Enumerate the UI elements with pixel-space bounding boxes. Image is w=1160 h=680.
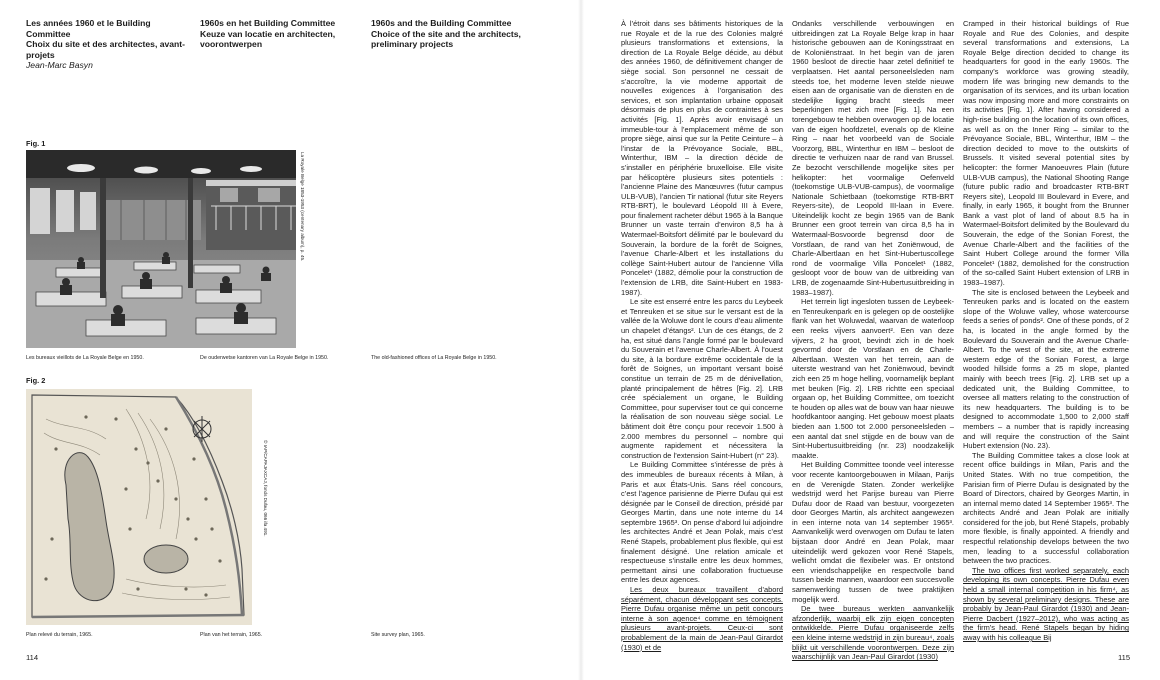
fig2-label: Fig. 2 — [26, 376, 46, 385]
header-fr-author: Jean-Marc Basyn — [26, 60, 93, 70]
page-gutter — [578, 0, 584, 680]
header-en-title: 1960s and the Building Committee — [371, 18, 512, 28]
fig1-caption-en: The old-fashioned offices of La Royale Belge in 1950. — [371, 355, 497, 361]
paragraph-en-3: The Building Committee takes a close look at recent office buildings in Milan, Paris and the United States. With no true competition, the Parisian firm of Pierre Dufau is designated by the Board of Directors, chaired by Georges Martin, in an internal memo dated 14 September 1965³. The architects André and Jean Polak are initially considered for the job, but René Stapels, probably more flexible, is finally appointed. A friendly and respectful relationship develops between the two men, leading to a successful collaboration between the two practices. — [963, 450, 1129, 566]
header-fr — [26, 18, 186, 71]
fig2-caption-en: Site survey plan, 1965. — [371, 632, 425, 638]
fig2-caption-fr: Plan relevé du terrain, 1965. — [26, 632, 93, 638]
paragraph-fr-4: Les deux bureaux travaillent d’abord séparément, chacun développant ses concepts. Pierre Dufau organise même un petit concours interne à son agence⁴ comme en témoignent plusieurs avant-projets. Ceux-ci sont probablement de la main de Jean-Paul Girardot (1930) et de — [621, 585, 783, 652]
header-fr-subtitle: Choix du site et des architectes, avant-projets — [26, 39, 186, 60]
paragraph-en-4: The two offices first worked separately, each developing its own concepts. Pierre Dufau even held a small internal competition in his firm⁴, as shown by several preliminary designs. These are probably by Jean-Paul Girardot (1930) and Jean-Pierre Dacbert (1927–2012), who was acting as the firm’s head. René Stapels began by hiding away with his colleague Bij — [963, 565, 1129, 642]
fig1-caption-nl: De ouderwetse kantoren van La Royale Belge in 1950. — [200, 355, 329, 361]
text-column-en — [963, 19, 1129, 645]
header-nl-subtitle: Keuze van locatie en architecten, voorontwerpen — [200, 28, 336, 49]
paragraph-en-1: Cramped in their historical buildings of Rue Royale and Rue des Colonies, and despite several transformations and extensions, La Royale Belge direction decided to change its headquarters for good in the early 1960s. The company’s workforce was growing steadily, modern life was bringing new demands to the organisation of its services, and its urban location was now imposing more and more constraints on its activities [Fig. 1]. After having considered a high-rise building on the location of its own offices, as well as on the Inner Ring – similar to the Prévoyance Sociale, BBL, Winterthur, IBM – the direction decided to move to the outskirts of Brussels. It visited several potential sites by helicopter: the former Manoeuvres Plain (future ULB-VUB campus), the National Shooting Range (future public radio and broadcaster RTB-BRT Reyers site), Leopold III Boulevard in Evere, and finally, in early 1965, it bought from the Brunner Bank a vast plot of land of about 8.5 ha in Watermael-Boitsfort delimited by the Boulevard du Souverain, the edge of the Sonian Forest, the Avenue Charle-Albert and the facilities of the Saint Hubert College around the former Villa Poncelet¹ (1882, demolished for the construction of the so-called Saint Hubert extension of LRB in 1983–1987). — [963, 19, 1129, 288]
fig2-caption-nl: Plan van het terrain, 1965. — [200, 632, 263, 638]
header-nl — [200, 18, 350, 50]
header-nl-title: 1960s en het Building Committee — [200, 18, 336, 28]
paragraph-nl-3: Het Building Committee toonde veel interesse voor recente kantoorgebouwen in Milaan, Parijs en de Verenigde Staten. Zonder werkelijke wedstrijd werd het Parijse bureau van Pierre Dufau door de Raad van bestuur, voorgezeten door Georges Martin, als architect aangewezen in een interne nota van 14 september 1965³. Aanvankelijk werd overwogen om Dufau te laten bijstaan door André en Jean Polak, maar uiteindelijk werd gekozen voor René Stapels, wellicht omdat die flexibeler was. Er ontstond een vriendschappelijke en respectvolle band tussen beide mannen, waardoor een succesvolle samenwerking tussen de twee praktijken mogelijk werd. — [792, 460, 954, 604]
header-en — [371, 18, 521, 50]
paragraph-en-2: The site is enclosed between the Leybeek and Tenreuken parks and is located on the eastern slope of the Woluwe valley, whose watercourse feeds a series of ponds². One of these ponds, of 2 ha, is located in the angle formed by the Boulevard du Souverain and the Avenue Charle-Albert. To the west of the site, at the extreme western edge of the Sonian Forest, a large wooded hillside forms a 25 m slope, planted mainly with beech trees [Fig. 2]. LRB set up a dedicated unit, the Building Committee, to oversee all matters relating to the construction of its new headquarters. The building is to be designed to accommodate 1,500 to 2,000 staff members – a number that is rapidly increasing and will require the construction of the Saint Hubert extension (No. 23). — [963, 287, 1129, 451]
page-number-left: 114 — [26, 653, 39, 662]
header-en-subtitle: Choice of the site and the architects, preliminary projects — [371, 28, 521, 49]
fig1-office-photo — [26, 150, 296, 348]
paragraph-fr-1: À l’étroit dans ses bâtiments historiques de la rue Royale et de la rue des Colonies malgré plusieurs transformations et extensions, la direction de La Royale Belge décide, au début des années 1960, de définitivement changer de siège social. Son personnel ne cessait de s’accroître, la vie moderne apportait de nouvelles exigences à l’organisation des services, et son implantation urbaine opposait désormais de plus en plus de contraintes à ses activités [Fig. 1]. Après avoir envisagé un immeuble-tour à l’emplacement même de son propre siège, ainsi que sur la Petite Ceinture – à l’instar de la Prévoyance Sociale, BBL, Winterthur, IBM – la direction décide de s’installer en périphérie bruxelloise. Elle visite par hélicoptère plusieurs sites potentiels : l’ancienne Plaine des Manœuvres (futur campus ULB-VUB), l’ancien Tir national (futur site Reyers RTB-BRT), le boulevard Léopold III à Evere, pour finalement racheter début 1965 à la Banque Brunner un vaste terrain d’environ 8,5 ha à Watermael-Boitsfort délimité par le boulevard du Souverain, la bordure de la forêt de Soignes, l’avenue Charle-Albert et les installations du collège Saint-Hubert autour de l’ancienne Villa Poncelet¹ (1882, démolie pour la construction de l’extension de LRB, dite Saint-Hubert en 1983-1987). — [621, 19, 783, 297]
paragraph-fr-3: Le Building Committee s’intéresse de près à des immeubles de bureaux récents à Milan, à Paris et aux États-Unis. Sans réel concours, c’est l’agence parisienne de Pierre Dufau qui est désignée par le Conseil de direction, présidé par Georges Martin, dans une note interne du 14 septembre 1965³. On pense d’abord lui adjoindre les architectes André et Jean Polak, mais c’est René Stapels, probablement plus flexible, qui est finalement désigné. Une relation amicale et respectueuse s’installe entre les deux hommes, permettant ainsi une collaboration fructueuse entre les deux agences. — [621, 460, 783, 585]
fig2-site-plan — [26, 389, 252, 625]
paragraph-fr-2: Le site est enserré entre les parcs du Leybeek et Tenreuken et se situe sur le versant est de la vallée de la Woluwe dont le cours d’eau alimente un chapelet d’étangs². L’un de ces étangs, de 2 ha, est situé dans l’angle formé par le boulevard du Souverain et l’avenue Charle-Albert. À l’ouest du site, à la bordure extrême occidentale de la forêt de Soignes, un important versant boisé constitue un terrain de 25 m de dénivellation, planté principalement de hêtres [Fig. 2]. LRB crée spécialement un organe, le Building Committee, pour superviser tout ce qui concerne la réalisation de son nouveau siège social. Le bâtiment doit être conçu pour recevoir 1.500 à 2.000 membres du personnel – nombre qui augmente rapidement et nécessitera la construction de l’extension Saint-Hubert (n° 23). — [621, 297, 783, 460]
header-fr-title: Les années 1960 et le Building Committee — [26, 18, 151, 39]
paragraph-nl-4: De twee bureaus werkten aanvankelijk afzonderlijk, waarbij elk zijn eigen concepten ontwikkelde. Pierre Dufau organiseerde zelfs een kleine interne wedstrijd in zijn bureau⁴, zoals blijkt uit verschillende voorontwerpen. Deze zijn waarschijnlijk van Jean-Paul Girardot (1930) — [792, 604, 954, 662]
office-photo-drawing — [26, 150, 296, 348]
fig1-credit: La Royale Belge 1853-1953 (centenary album), p. 45. — [300, 152, 305, 262]
site-plan-drawing — [26, 389, 252, 625]
fig2-credit: © IAP/CAPAJAXCAJ, fonds Dufau, 066 ifa 491. — [263, 440, 268, 537]
fig1-caption-fr: Les bureaux vieillots de La Royale Belge en 1950. — [26, 355, 144, 361]
fig1-label: Fig. 1 — [26, 139, 46, 148]
paragraph-nl-2: Het terrein ligt ingesloten tussen de Leybeek- en Tenreukenpark en is gelegen op de oostelijke flank van het Woluwedal, waarvan de waterloop een reeks vijvers aanvoert². Een van deze vijvers, 2 ha groot, bevindt zich in de hoek gevormd door de Vorstlaan en de Charle-Albertlaan. Westen van het terrein, aan de uiterste westrand van het Zoniënwoud, bevindt zich een 25 m hoge helling, voornamelijk beplant met beuken [Fig. 2]. LRB richtte een speciaal orgaan op, het Building Committee, om toezicht te houden op alles wat de bouw van haar nieuwe hoofdkantoor aanging. Het gebouw moest plaats bieden aan 1.500 tot 2.000 personeelsleden – een aantal dat snel stijgde en de bouw van de Sint-Hubertusuitbreiding (nr. 23) noodzakelijk maakte. — [792, 297, 954, 460]
page-number-right: 115 — [1118, 653, 1131, 662]
text-column-fr — [621, 19, 783, 652]
paragraph-nl-1: Ondanks verschillende verbouwingen en uitbreidingen zat La Royale Belge krap in haar historische gebouwen aan de Koningsstraat en de Koloniënstraat. In het begin van de jaren 1960 besloot de directie haar zetel definitief te verplaatsen. Het aantal personeelsleden nam steeds toe, het moderne leven stelde nieuwe eisen aan de organisatie van de diensten en de stedelijke ligging bracht steeds meer beperkingen met zich mee [Fig. 1]. Na een torengebouw te hebben overwogen op de locatie van de eigen hoofdzetel, evenals op de Kleine Ring – naar het voorbeeld van de Sociale Voorzorg, BBL, Winterthur en IBM – besloot de directie te verhuizen naar de rand van Brussel. Ze bezocht verschillende mogelijke sites per helikopter: het voormalige Oefenveld (toekomstige ULB-VUB-campus), de voormalige Nationale Schietbaan (toekomstige RTB-BRT Reyers-site), de Leopold III-laan in Evere. Uiteindelijk kocht ze begin 1965 van de Bank Brunner een groot terrein van circa 8,5 ha in Watermaal-Bosvoorde begrensd door de Vorstlaan, de rand van het Zoniënwoud, de Charle-Albertlaan en het Sint-Hubertuscollege rond de voormalige Villa Poncelet¹ (1882, gesloopt voor de bouw van de uitbreiding van LRB, de zogenaamde Sint-Hubertusuitbreiding in 1983–1987). — [792, 19, 954, 297]
text-column-nl — [792, 19, 954, 662]
